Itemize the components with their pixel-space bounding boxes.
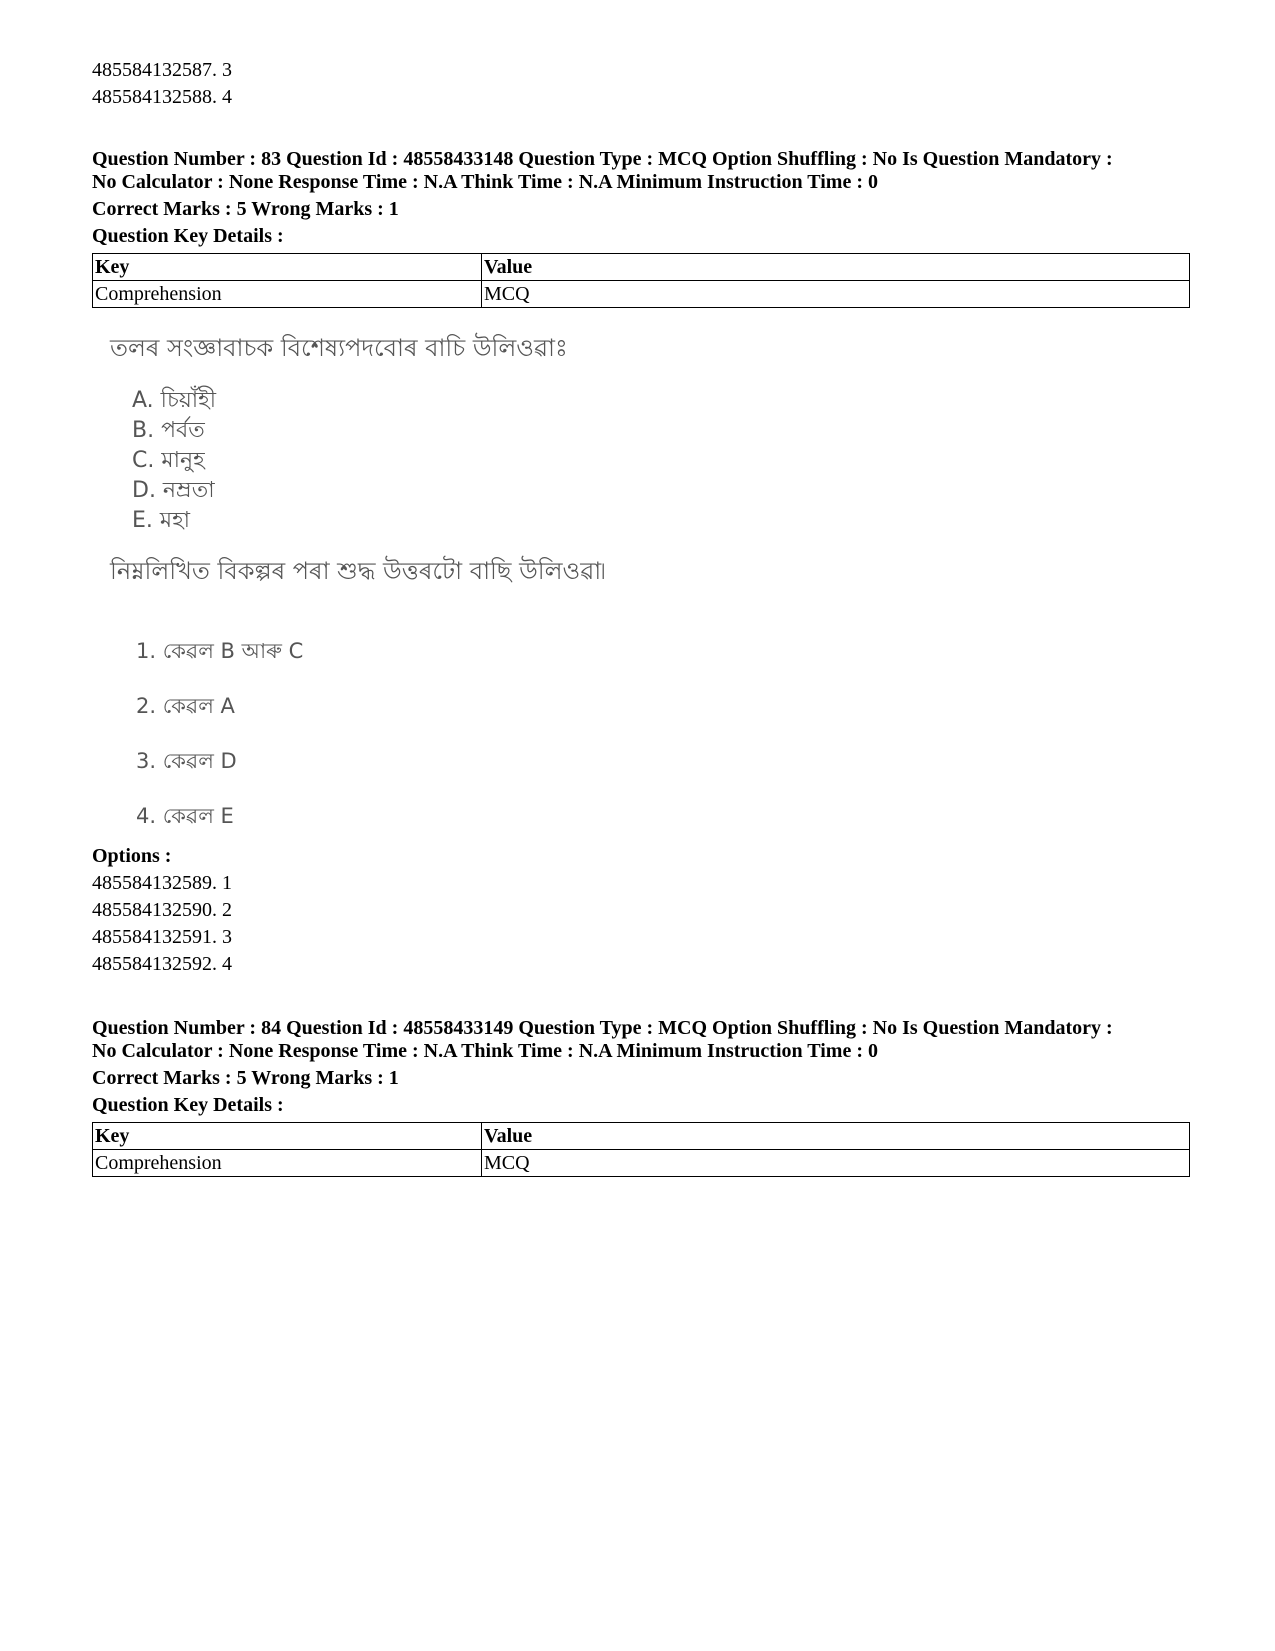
question-instruction: নিম্নলিখিত বিকল্পৰ পৰা শুদ্ধ উত্তৰটো বাছি উলিওৱা৷ [110, 557, 606, 585]
q84-header-line2: No Calculator : None Response Time : N.A Think Time : N.A Minimum Instruction Time : 0 [92, 1040, 878, 1062]
q83-header-line2: No Calculator : None Response Time : N.A Think Time : N.A Minimum Instruction Time : 0 [92, 171, 878, 193]
table-header-key: Key [93, 254, 482, 281]
option-line: 485584132591. 3 [92, 926, 232, 948]
question-choice: 4. কেৱল E [136, 804, 234, 828]
option-line: 485584132588. 4 [92, 86, 232, 108]
question-choice: 2. কেৱল A [136, 694, 235, 718]
q84-header-line1: Question Number : 84 Question Id : 48558433149 Question Type : MCQ Option Shuffling : No Is Question Mandatory : [92, 1017, 1113, 1039]
question-item: C. মানুহ [132, 448, 205, 473]
question-item: A. চিয়াঁহী [132, 388, 217, 413]
table-header-value: Value [482, 254, 1190, 281]
option-line: 485584132592. 4 [92, 953, 232, 975]
table-header-row [93, 254, 1190, 281]
q83-options-label: Options : [92, 845, 172, 867]
question-item: D. নম্রতা [132, 478, 215, 503]
table-row [93, 281, 1190, 308]
table-row [93, 1150, 1190, 1177]
table-cell-key: Comprehension [93, 281, 482, 308]
q83-header-line1: Question Number : 83 Question Id : 48558433148 Question Type : MCQ Option Shuffling : No Is Question Mandatory : [92, 148, 1113, 170]
option-line: 485584132587. 3 [92, 59, 232, 81]
question-item: B. পৰ্বত [132, 418, 205, 443]
table-cell-value: MCQ [482, 281, 1190, 308]
table-header-value: Value [482, 1123, 1190, 1150]
q84-key-table [92, 1122, 1190, 1177]
table-header-key: Key [93, 1123, 482, 1150]
q83-key-table [92, 253, 1190, 308]
question-choice: 3. কেৱল D [136, 749, 237, 773]
question-choice: 1. কেৱল B আৰু C [136, 639, 304, 663]
q84-marks: Correct Marks : 5 Wrong Marks : 1 [92, 1067, 399, 1089]
option-line: 485584132590. 2 [92, 899, 232, 921]
table-cell-key: Comprehension [93, 1150, 482, 1177]
question-item: E. মহা [132, 508, 191, 533]
table-header-row [93, 1123, 1190, 1150]
table-cell-value: MCQ [482, 1150, 1190, 1177]
q84-key-details-label: Question Key Details : [92, 1094, 284, 1116]
q83-key-details-label: Question Key Details : [92, 225, 284, 247]
option-line: 485584132589. 1 [92, 872, 232, 894]
q83-marks: Correct Marks : 5 Wrong Marks : 1 [92, 198, 399, 220]
question-prompt: তলৰ সংজ্ঞাবাচক বিশেষ্যপদবোৰ বাচি উলিওৱাঃ [110, 334, 568, 362]
